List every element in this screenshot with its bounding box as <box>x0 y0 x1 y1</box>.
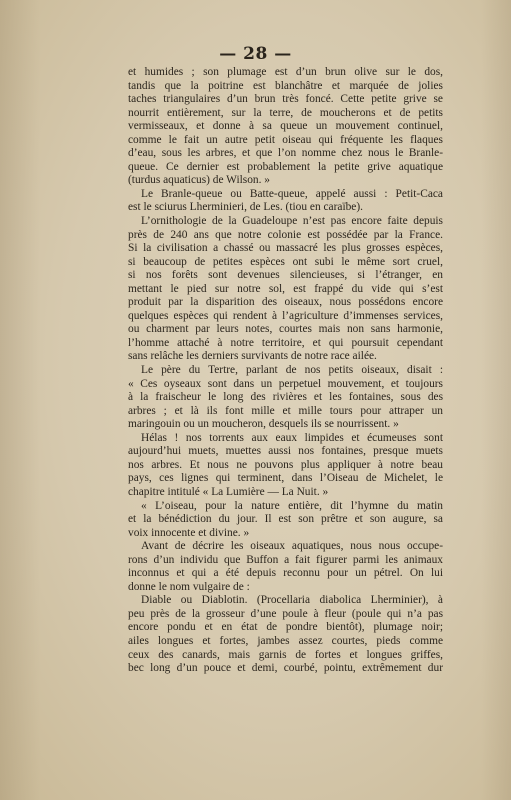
text-line: Diable ou Diablotin. (Procellaria diabolica Lherminier), à <box>141 594 443 607</box>
text-line: encore pondu et en état de pondre bientôt), plumage noir; <box>128 621 443 634</box>
text-line: Le Branle-queue ou Batte-queue, appelé aussi : Petit-Caca <box>141 187 443 200</box>
text-line: inconnus et qui a été depuis reconnu pour un pétrel. On lui <box>128 567 443 580</box>
text-line: nos arbres. Et nous ne pouvons plus appliquer à notre beau <box>128 458 443 471</box>
text-line: et la bénédiction du jour. Il est son prêtre et son augure, sa <box>128 513 443 526</box>
text-line: vermisseaux, et donne à sa queue un mouvement continuel, <box>128 120 443 133</box>
text-line: pays, ces lignes qui terminent, dans l’Oiseau de Michelet, le <box>128 472 443 485</box>
text-line: voix innocente et divine. » <box>128 526 250 539</box>
text-line: à la fraischeur le long des rivières et les fontaines, sous des <box>128 391 443 404</box>
text-line: rons d’un individu que Buffon a fait figurer parmi les animaux <box>128 553 443 566</box>
page-edge-shadow-right <box>481 0 511 800</box>
text-line: comme le fait un autre petit oiseau qui fréquente les flaques <box>128 133 443 146</box>
text-line: donne le nom vulgaire de : <box>128 580 250 593</box>
text-line: ceux des canards, mais garnis de fortes et longues griffes, <box>128 648 443 661</box>
text-line: si beaucoup de petites espèces ont subi le même sort cruel, <box>128 255 443 268</box>
text-line: taches triangulaires d’un brun très foncé. Cette petite grive se <box>128 93 443 106</box>
text-line: si nos forêts sont devenues silencieuses, si l’étranger, en <box>128 269 443 282</box>
text-line: Le père du Tertre, parlant de nos petits oiseaux, disait : <box>141 364 443 377</box>
text-line: près de 240 ans que notre colonie est possédée par la France. <box>128 228 443 241</box>
text-line: produit par la disparition des oiseaux, nous possédons encore <box>128 296 443 309</box>
text-line: sans relâche les derniers survivants de notre race ailée. <box>128 350 377 363</box>
text-line: peu près de la grosseur d’une poule à fleur (poule qui n’a pas <box>128 607 443 620</box>
text-line: aujourd’hui muets, muettes aussi nos fontaines, presque muets <box>128 445 443 458</box>
text-line: queue. Ce dernier est probablement la petite grive aquatique <box>128 160 443 173</box>
text-line: Avant de décrire les oiseaux aquatiques, nous nous occupe- <box>141 540 443 553</box>
text-line: mettant le pied sur notre sol, est frappé du vide qui s’est <box>128 282 443 295</box>
text-line: tandis que la poitrine est blanchâtre et marquée de jolies <box>128 79 443 92</box>
page-number: — 28 — <box>219 44 292 64</box>
text-line: et humides ; son plumage est d’un brun olive sur le dos, <box>128 66 443 78</box>
text-line: ou charment par leurs notes, courtes mais non sans harmonie, <box>128 323 443 336</box>
text-line: nourrit entièrement, sur la terre, de moucherons et de petits <box>128 106 443 119</box>
text-line: (turdus aquaticus) de Wilson. » <box>128 174 271 187</box>
text-line: chapitre intitulé « La Lumière — La Nuit. » <box>128 485 329 498</box>
page-edge-shadow-left <box>0 0 40 800</box>
text-line: Si la civilisation a chassé ou massacré les plus grosses espèces, <box>128 242 443 255</box>
text-line: « L’oiseau, pour la nature entière, dit l’hymne du matin <box>141 499 443 512</box>
text-line: Hélas ! nos torrents aux eaux limpides et écumeuses sont <box>141 431 443 444</box>
text-line: quelques espèces qui rendent à l’agriculture d’immenses services, <box>128 309 443 322</box>
text-line: maringouin ou un moucheron, desquels ils se nourrissent. » <box>128 418 399 431</box>
text-line: L’ornithologie de la Guadeloupe n’est pas encore faite depuis <box>141 215 443 228</box>
text-line: est le sciurus Lherminieri, de Les. (tiou en caraïbe). <box>128 201 363 214</box>
text-line: bec long d’un pouce et demi, courbé, pointu, extrêmement dur <box>128 662 443 675</box>
text-line: arbres ; et là ils font mille et mille tours pour attraper un <box>128 404 443 417</box>
text-line: l’homme attaché à notre territoire, et qui poursuit cependant <box>128 336 443 349</box>
text-line: d’eau, sous les arbres, et que l’on nomme chez nous le Branle- <box>128 147 443 160</box>
text-line: ailes longues et fortes, jambes assez courtes, pieds comme <box>128 634 443 647</box>
text-line: « Ces oyseaux sont dans un perpetuel mouvement, et toujours <box>128 377 443 390</box>
body-text <box>128 66 443 676</box>
